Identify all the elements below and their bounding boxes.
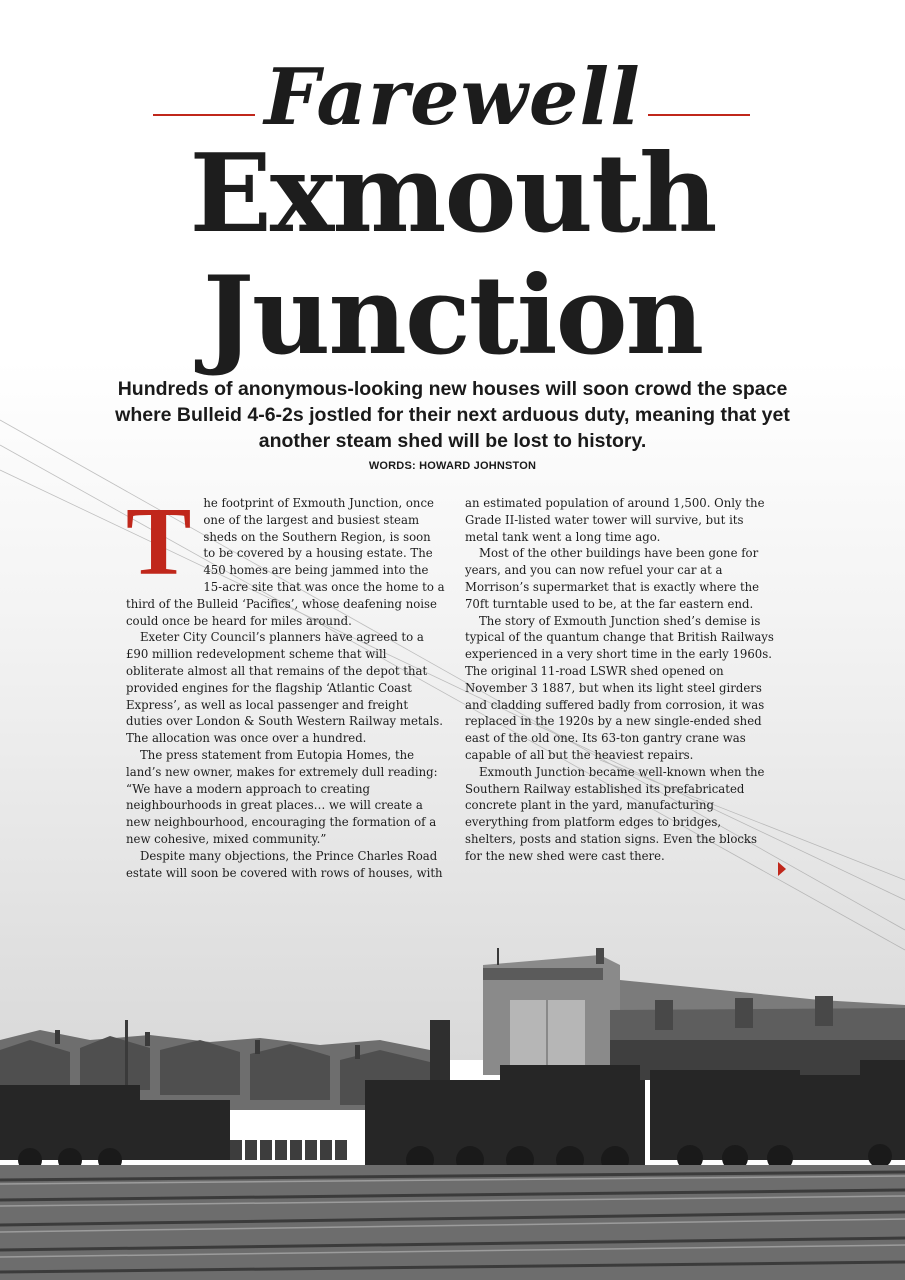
byline: WORDS: HOWARD JOHNSTON bbox=[368, 460, 537, 472]
paragraph: Most of the other buildings have been gone for years, and you can now refuel your car at a Morrison’s supermarket that is exactly where the 70ft turntable used to be, at the far eastern end. bbox=[465, 546, 760, 611]
paragraph: Exeter City Council’s planners have agreed to a £90 million redevelopment scheme that will obliterate almost all that remains of the depot that provided engines for the flagship ‘Atlantic Coast Express’, as well as local passenger and freight duties over London & South Western Railway metals. The allocation was once over a hundred. bbox=[126, 630, 443, 746]
headline-line-2: Junction bbox=[202, 253, 703, 379]
paragraph: an estimated population of around 1,500. Only the Grade II-listed water tower will survive, but its metal tank went a long time ago. bbox=[465, 496, 765, 544]
kicker: Farewell bbox=[264, 52, 641, 143]
paragraph: he footprint of Exmouth Junction, once one of the largest and busiest steam sheds on the Southern Region, is soon to be covered by a housing estate. The 450 homes are being jammed into the 15-acre site that was once the home to a third of the Bulleid ‘Pacifics’, whose deafening noise could once be heard for miles around. bbox=[126, 496, 445, 628]
paragraph: The story of Exmouth Junction shed’s demise is typical of the quantum change that British Railways experienced in a very short time in the early 1960s. The original 11-road LSWR shed opened on November 3 1887, but when its light steel girders and cladding suffered badly from corrosion, it was replaced in the 1920s by a new single-ended shed east of the old one. Its 63-ton gantry crane was capable of all but the heaviest repairs. bbox=[465, 613, 774, 762]
paragraph: Exmouth Junction became well-known when the Southern Railway established its prefabricated concrete plant in the yard, manufacturing everything from platform edges to bridges, shelters, posts and station signs. Even the blocks for the new shed were cast there. bbox=[465, 764, 765, 863]
paragraph: Despite many objections, the Prince Charles Road estate will soon be covered with rows of houses, with bbox=[126, 848, 443, 880]
paragraph: The press statement from Eutopia Homes, the land’s new owner, makes for extremely dull reading: “We have a modern approach to creating neighbourhoods in great places… we will create a new neighbourhood, encouraging the formation of a new cohesive, mixed community.” bbox=[126, 747, 438, 846]
headline-line-1: Exmouth bbox=[189, 131, 716, 257]
article-column-left bbox=[126, 488, 446, 881]
continue-arrow-icon bbox=[778, 862, 786, 876]
standfirst: Hundreds of anonymous-looking new houses will soon crowd the space where Bulleid 4-6-2s jostled for their next arduous duty, meaning that yet another steam shed will be lost to history. bbox=[115, 378, 790, 452]
drop-cap: T bbox=[126, 488, 192, 596]
article-column-right bbox=[465, 495, 775, 865]
